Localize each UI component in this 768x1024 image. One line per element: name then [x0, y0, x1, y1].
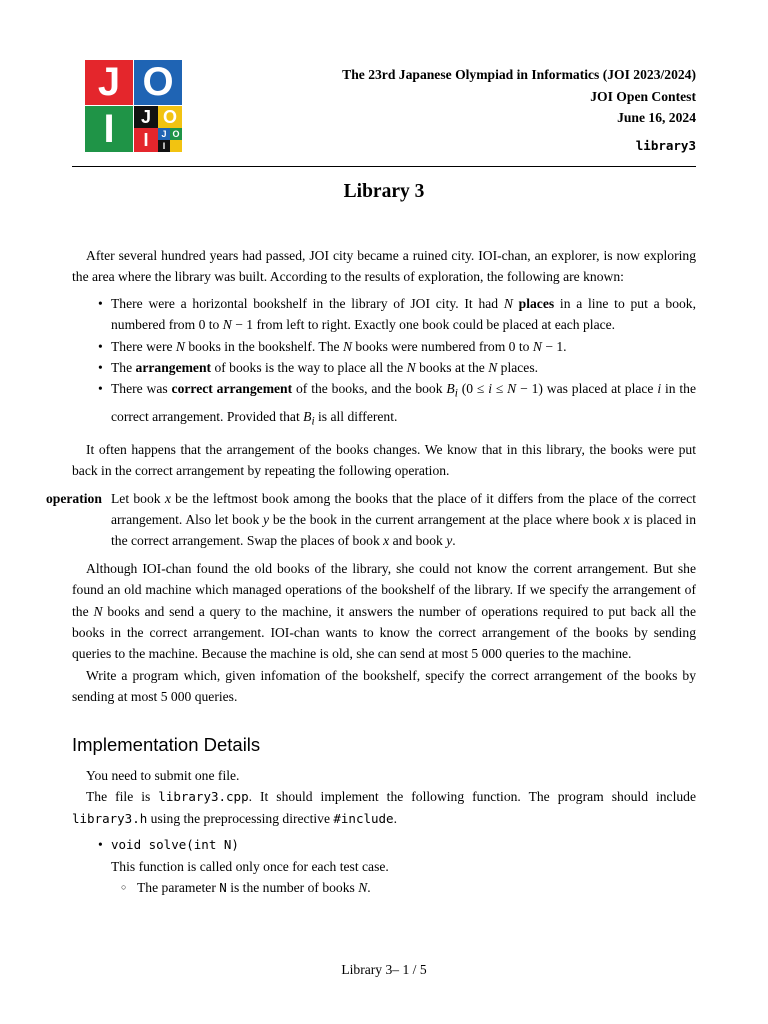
function-list	[72, 834, 696, 898]
logo-tiny-j-tile: J	[158, 128, 170, 140]
operation-label: operation	[46, 490, 102, 506]
logo-small-o-tile: O	[158, 106, 182, 128]
logo-i-tile: I	[85, 106, 133, 152]
header-rule	[72, 166, 696, 167]
logo-small-j-tile: J	[134, 106, 158, 128]
function-description: This function is called only once for each test case.	[111, 858, 389, 874]
implementation-heading: Implementation Details	[72, 733, 261, 755]
contest-round: JOI Open Contest	[590, 88, 696, 104]
submit-paragraph: You need to submit one file.	[86, 767, 240, 783]
parameter-list	[111, 877, 696, 898]
logo-j-tile: J	[85, 60, 133, 105]
contest-header	[342, 64, 696, 156]
logo-o-tile: O	[134, 60, 182, 105]
problem-statement	[46, 245, 696, 904]
fact-arrangement: • The arrangement of books is the way to place all the N books at the N places.	[72, 357, 696, 378]
task-paragraph: Write a program which, given infomation of the bookshelf, specify the correct arrangement of the books by sending at most 5 000 queries.	[72, 667, 696, 705]
contest-name: The 23rd Japanese Olympiad in Informatics (JOI 2023/2024)	[342, 67, 696, 82]
file-paragraph: The file is library3.cpp. It should implement the following function. The program should include library3.h using the preprocessing directive #include.	[72, 789, 696, 826]
joi-logo	[85, 60, 182, 152]
contest-date: June 16, 2024	[617, 110, 696, 125]
function-solve	[72, 834, 696, 898]
fact-correct-arrangement: • There was correct arrangement of the books, and the book $B_i$ (0 ≤ i ≤ N − 1) was placed at place i in the correct arrangement. Provided that $B_i$ is all different.	[72, 378, 696, 432]
intro-paragraph: After several hundred years had passed, JOI city became a ruined city. IOI-chan, an explorer, is now exploring the area where the library was built. According to the results of exploration, the following are known:	[72, 248, 696, 285]
machine-paragraph: Although IOI-chan found the old books of the library, she could not know the corrent arrangement. But she found an old machine which managed operations of the bookshelf of the library. If we specify the arrangement of the N books and send a query to the machine, it answers the number of operations required to put back all the books in the correct arrangement. IOI-chan wants to know the correct arrangement of the books by sending queries to the machine. Because the machine is old, she can send at most 5 000 queries to the machine.	[72, 560, 696, 662]
parameter-n: ○ The parameter N is the number of books N.	[111, 877, 696, 898]
task-id: library3	[635, 137, 696, 153]
function-signature: • void solve(int N)	[111, 837, 239, 853]
facts-list	[72, 293, 696, 433]
fact-bookshelf: • There were a horizontal bookshelf in the library of JOI city. It had N places in a line to put a book, numbered from 0 to N − 1 from left to right. Exactly one book could be placed at each place.	[72, 293, 696, 336]
problem-title: Library 3	[343, 181, 425, 202]
logo-tiny-o-tile: O	[170, 128, 182, 140]
logo-small-i-tile: I	[134, 128, 158, 152]
fact-books: • There were N books in the bookshelf. The N books were numbered from 0 to N − 1.	[72, 336, 696, 357]
logo-tiny-i-tile: I	[158, 140, 170, 152]
operation-definition: operation Let book x be the leftmost book among the books that the place of it differs from the place of the correct arrangement. Also let book y be the book in the current arrangement at the place where book x is placed in the correct arrangement. Swap the places of book x and book y.	[72, 488, 696, 552]
logo-tiny-corner-tile	[170, 140, 182, 152]
page-footer: Library 3– 1 / 5	[341, 962, 427, 977]
operation-intro-paragraph: It often happens that the arrangement of the books changes. We know that in this library, the books were put back in the correct arrangement by repeating the following operation.	[72, 441, 696, 479]
